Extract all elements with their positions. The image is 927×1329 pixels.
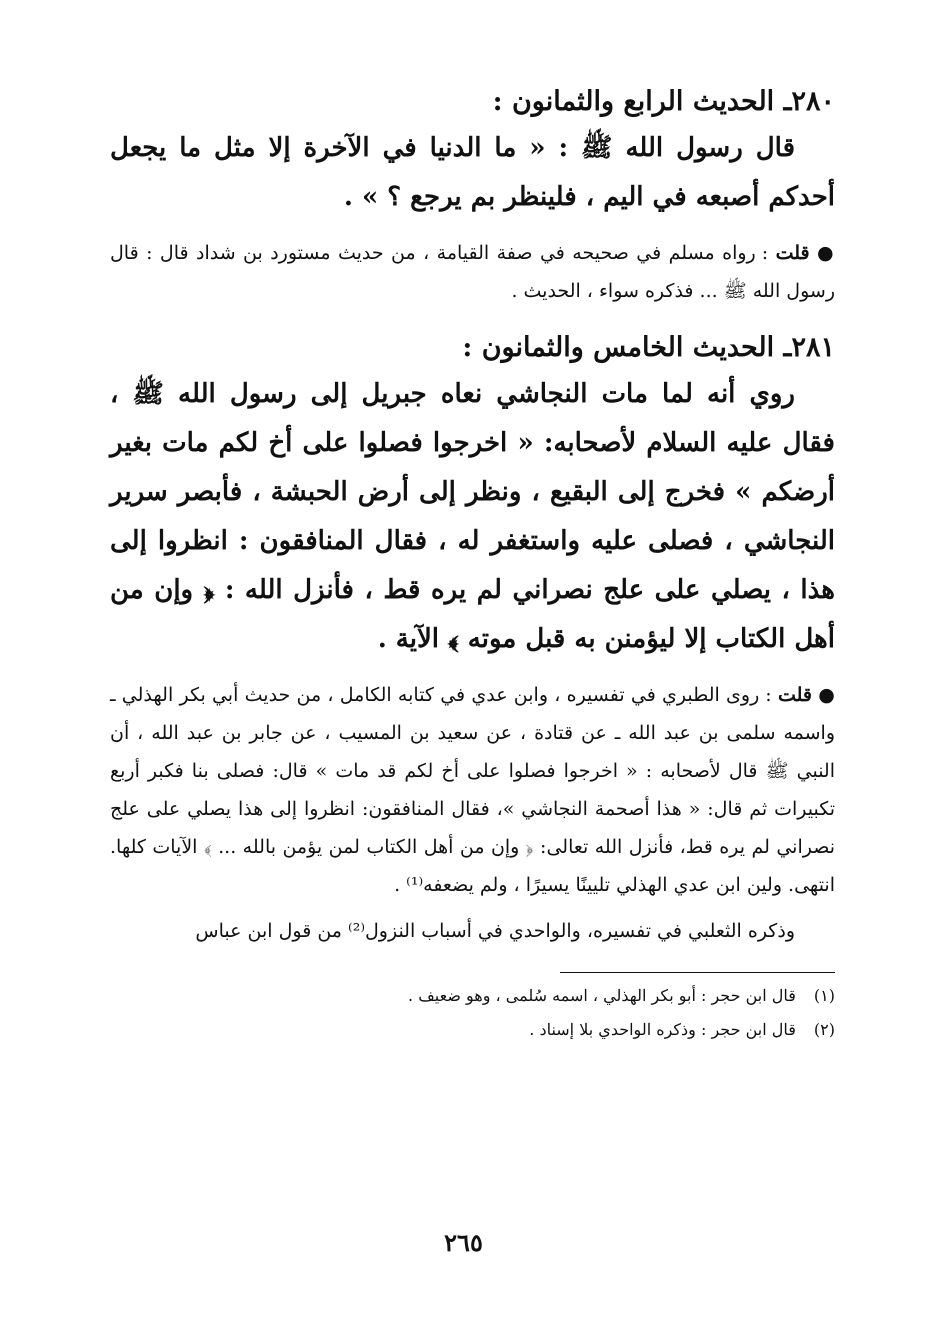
- page-number: ٢٦٥: [444, 1228, 483, 1257]
- bullet-icon: ●: [818, 684, 835, 706]
- footnote-divider: [560, 972, 835, 973]
- hadith-281-heading: ٢٨١ـ الحديث الخامس والثمانون :: [462, 332, 835, 363]
- hadith-280-heading: ٢٨٠ـ الحديث الرابع والثمانون :: [492, 86, 835, 117]
- hadith-281-text: روي أنه لما مات النجاشي نعاه جبريل إلى رسول الله ﷺ ، فقال عليه السلام لأصحابه: « اخرجوا فصلوا على أخ لكم مات بغير أرضكم » فخرج إلى البقيع ، ونظر إلى أرض الحبشة ، فأبصر سرير النجاشي ، فصلى عليه واستغفر له ، فقال المنافقون : انظروا إلى هذا ، يصلي على علج نصراني لم يره قط ، فأنزل الله : ﴿ وإن من أهل الكتاب إلا ليؤمنن به قبل موته ﴾ الآية .: [110, 379, 835, 654]
- hadith-280-text: قال رسول الله ﷺ : « ما الدنيا في الآخرة إلا مثل ما يجعل أحدكم أصبعه في اليم ، فلينظر بم يرجع ؟ » .: [110, 133, 835, 212]
- page-body: [110, 80, 835, 1047]
- comment-label: قلت: [775, 242, 810, 264]
- bullet-icon: ●: [817, 242, 835, 264]
- footnote-text: قال ابن حجر : وذكره الواحدي بلا إسناد .: [529, 1020, 796, 1039]
- comment-label: قلت: [777, 684, 812, 706]
- footnote-number: (١): [813, 986, 835, 1005]
- continuation-paragraph: وذكره الثعلبي في تفسيره، والواحدي في أسباب النزول⁽²⁾ من قول ابن عباس: [195, 920, 795, 942]
- footnote-1: [110, 979, 835, 1013]
- comment-text: : روى الطبري في تفسيره ، وابن عدي في كتابه الكامل ، من حديث أبي بكر الهذلي ـ واسمه سلمى بن عبد الله ـ عن قتادة ، عن سعيد بن المسيب ، عن جابر بن عبد الله ، أن النبي ﷺ قال لأصحابه : « اخرجوا فصلوا على أخ لكم قد مات » قال: فصلى بنا فكبر أربع تكبيرات ثم قال: « هذا أصحمة النجاشي »، فقال المنافقون: انظروا إلى هذا يصلي على علج نصراني لم يره قط، فأنزل الله تعالى: ﴿ وإن من أهل الكتاب لمن يؤمن بالله ... ﴾ الآيات كلها. انتهى. ولين ابن عدي الهذلي تليينًا يسيرًا ، ولم يضعفه⁽¹⁾ .: [110, 684, 835, 896]
- footnote-text: قال ابن حجر : أبو بكر الهذلي ، اسمه سُلمى ، وهو ضعيف .: [408, 986, 796, 1005]
- hadith-280-comment: [110, 234, 835, 310]
- footnote-number: (٢): [813, 1020, 835, 1039]
- comment-text: : رواه مسلم في صحيحه في صفة القيامة ، من حديث مستورد بن شداد قال : قال رسول الله ﷺ ... فذكره سواء ، الحديث .: [110, 242, 835, 302]
- footnote-2: [110, 1013, 835, 1047]
- hadith-281-comment: [110, 676, 835, 904]
